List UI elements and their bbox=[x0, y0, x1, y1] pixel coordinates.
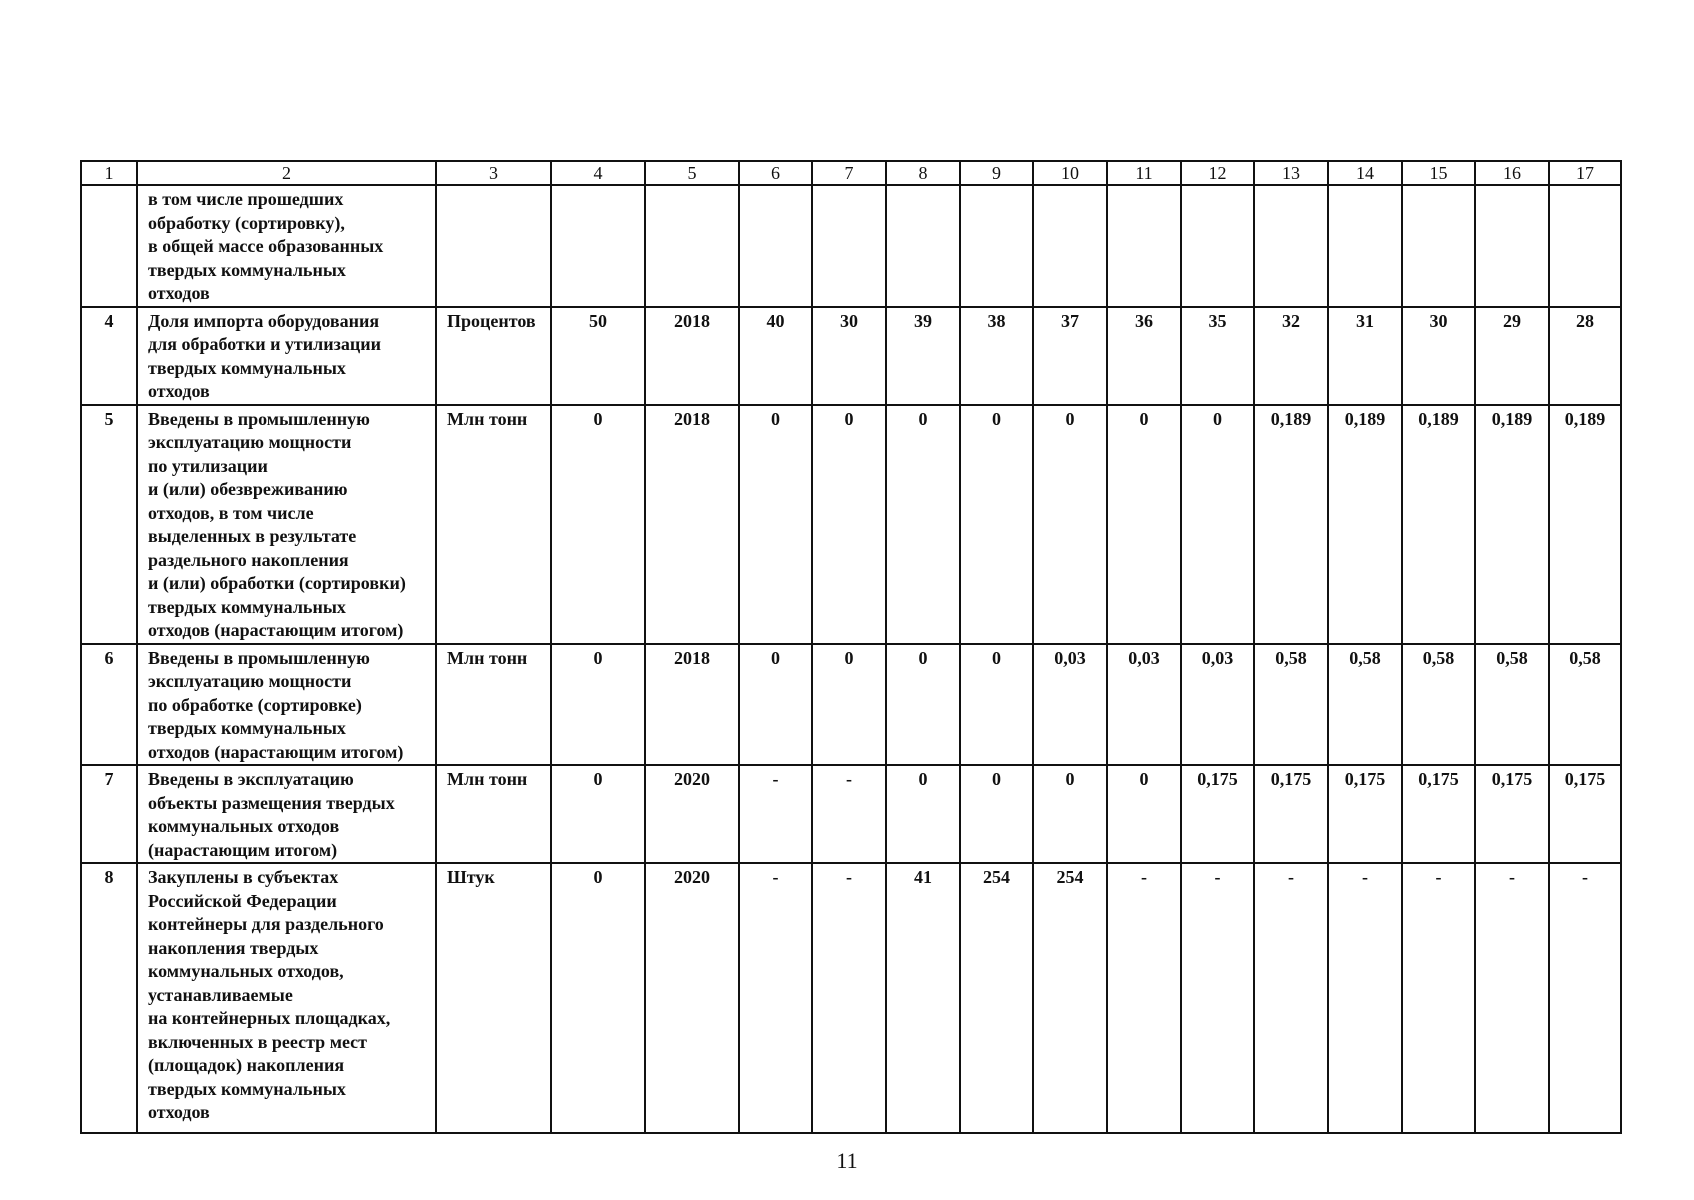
indicator-name-line: Введены в эксплуатацию bbox=[148, 769, 354, 789]
unit-cell: Млн тонн bbox=[436, 765, 551, 863]
table-row bbox=[81, 765, 1621, 863]
year-value-cell: 0,03 bbox=[1107, 644, 1181, 766]
year-value-cell: 0,175 bbox=[1181, 765, 1254, 863]
indicator-name-line: (нарастающим итогом) bbox=[148, 839, 338, 860]
indicator-name-line: раздельного накопления bbox=[148, 549, 349, 570]
indicator-name-line: отходов, в том числе bbox=[148, 502, 314, 523]
year-value-cell: 30 bbox=[812, 307, 886, 405]
year-value-cell: 0 bbox=[960, 405, 1033, 644]
base-value-cell: 0 bbox=[551, 644, 645, 766]
indicator-name-line: Закуплены в субъектах bbox=[148, 867, 339, 887]
unit-cell: Штук bbox=[436, 863, 551, 1133]
indicator-name-line: отходов bbox=[148, 283, 210, 303]
indicator-name-line: отходов bbox=[148, 1102, 210, 1122]
year-value-cell: 0,175 bbox=[1402, 765, 1475, 863]
indicator-name bbox=[137, 644, 436, 766]
year-value-cell: 38 bbox=[960, 307, 1033, 405]
year-value-cell: 0 bbox=[1107, 765, 1181, 863]
table-row bbox=[81, 185, 1621, 307]
year-value-cell: 37 bbox=[1033, 307, 1107, 405]
page-number: 11 bbox=[836, 1148, 858, 1173]
year-value-cell: - bbox=[812, 765, 886, 863]
indicator-name-line: твердых коммунальных bbox=[148, 718, 346, 738]
indicator-name-line: контейнеры для раздельного bbox=[148, 914, 384, 934]
column-number-header: 6 bbox=[739, 161, 812, 185]
year-value-cell: - bbox=[1107, 863, 1181, 1133]
column-number-header: 7 bbox=[812, 161, 886, 185]
indicator-name-line: отходов (нарастающим итогом) bbox=[148, 741, 404, 762]
indicator-name-line: коммунальных отходов bbox=[148, 816, 340, 836]
year-value-cell: 0 bbox=[812, 405, 886, 644]
year-value-cell bbox=[739, 185, 812, 307]
year-value-cell: 0 bbox=[1107, 405, 1181, 644]
column-number-header-row bbox=[81, 161, 1621, 185]
year-value-cell: 36 bbox=[1107, 307, 1181, 405]
year-value-cell: 0 bbox=[812, 644, 886, 766]
year-value-cell: 0,58 bbox=[1402, 644, 1475, 766]
year-value-cell bbox=[1181, 185, 1254, 307]
year-value-cell: 40 bbox=[739, 307, 812, 405]
year-value-cell bbox=[1549, 185, 1621, 307]
base-year-cell: 2018 bbox=[645, 644, 739, 766]
year-value-cell: 0 bbox=[1181, 405, 1254, 644]
base-year-cell: 2018 bbox=[645, 405, 739, 644]
indicator-name-line: объекты размещения твердых bbox=[148, 792, 395, 813]
row-number bbox=[81, 185, 137, 307]
indicator-name bbox=[137, 307, 436, 405]
year-value-cell: 0,189 bbox=[1475, 405, 1549, 644]
year-value-cell: 0,175 bbox=[1549, 765, 1621, 863]
year-value-cell: 0,189 bbox=[1549, 405, 1621, 644]
year-value-cell bbox=[1328, 185, 1402, 307]
column-number-header: 4 bbox=[551, 161, 645, 185]
year-value-cell: 35 bbox=[1181, 307, 1254, 405]
unit-cell bbox=[436, 185, 551, 307]
column-number-header: 14 bbox=[1328, 161, 1402, 185]
unit-cell: Млн тонн bbox=[436, 644, 551, 766]
indicator-name bbox=[137, 405, 436, 644]
base-year-cell: 2020 bbox=[645, 765, 739, 863]
indicator-name-line: для обработки и утилизации bbox=[148, 334, 381, 354]
year-value-cell bbox=[886, 185, 960, 307]
year-value-cell: 0,58 bbox=[1328, 644, 1402, 766]
indicator-name-line: Введены в промышленную bbox=[148, 408, 370, 429]
column-number-header: 8 bbox=[886, 161, 960, 185]
column-number-header: 3 bbox=[436, 161, 551, 185]
table-row bbox=[81, 307, 1621, 405]
indicator-name-line: твердых коммунальных bbox=[148, 596, 346, 617]
year-value-cell: 32 bbox=[1254, 307, 1328, 405]
column-number-header: 5 bbox=[645, 161, 739, 185]
table-row bbox=[81, 405, 1621, 644]
indicator-name-line: Российской Федерации bbox=[148, 890, 337, 911]
year-value-cell bbox=[1033, 185, 1107, 307]
row-number: 8 bbox=[81, 863, 137, 1133]
indicator-name bbox=[137, 765, 436, 863]
indicator-name-line: и (или) обезвреживанию bbox=[148, 479, 348, 499]
column-number-header: 11 bbox=[1107, 161, 1181, 185]
year-value-cell: 0,175 bbox=[1328, 765, 1402, 863]
indicator-name-line: Введены в промышленную bbox=[148, 647, 370, 668]
year-value-cell: 0 bbox=[960, 644, 1033, 766]
column-number-header: 16 bbox=[1475, 161, 1549, 185]
indicator-name-line: в том числе прошедших bbox=[148, 189, 344, 209]
indicator-name-line: коммунальных отходов, bbox=[148, 961, 344, 981]
year-value-cell: 0 bbox=[1033, 405, 1107, 644]
year-value-cell: 0,189 bbox=[1402, 405, 1475, 644]
indicator-name bbox=[137, 863, 436, 1133]
year-value-cell: 0 bbox=[886, 644, 960, 766]
column-number-header: 9 bbox=[960, 161, 1033, 185]
indicator-name-line: эксплуатацию мощности bbox=[148, 671, 352, 691]
column-number-header: 10 bbox=[1033, 161, 1107, 185]
indicator-name-line: устанавливаемые bbox=[148, 984, 293, 1005]
year-value-cell: 0,175 bbox=[1254, 765, 1328, 863]
base-value-cell: 50 bbox=[551, 307, 645, 405]
indicator-name bbox=[137, 185, 436, 307]
row-number: 6 bbox=[81, 644, 137, 766]
indicator-name-line: по утилизации bbox=[148, 455, 268, 476]
year-value-cell: - bbox=[1549, 863, 1621, 1133]
year-value-cell: - bbox=[1328, 863, 1402, 1133]
base-year-cell bbox=[645, 185, 739, 307]
year-value-cell: - bbox=[1475, 863, 1549, 1133]
indicator-name-line: твердых коммунальных bbox=[148, 259, 346, 280]
indicator-name-line: на контейнерных площадках, bbox=[148, 1008, 391, 1028]
year-value-cell bbox=[960, 185, 1033, 307]
column-number-header: 15 bbox=[1402, 161, 1475, 185]
year-value-cell bbox=[1402, 185, 1475, 307]
indicator-name-line: отходов (нарастающим итогом) bbox=[148, 620, 404, 640]
year-value-cell: 31 bbox=[1328, 307, 1402, 405]
year-value-cell bbox=[1254, 185, 1328, 307]
year-value-cell: 29 bbox=[1475, 307, 1549, 405]
indicator-name-line: твердых коммунальных bbox=[148, 1078, 346, 1099]
year-value-cell: 28 bbox=[1549, 307, 1621, 405]
year-value-cell: - bbox=[1254, 863, 1328, 1133]
indicator-name-line: включенных в реестр мест bbox=[148, 1031, 367, 1052]
row-number: 5 bbox=[81, 405, 137, 644]
year-value-cell: 0 bbox=[886, 405, 960, 644]
column-number-header: 1 bbox=[81, 161, 137, 185]
year-value-cell: 0,58 bbox=[1254, 644, 1328, 766]
indicator-name-line: и (или) обработки (сортировки) bbox=[148, 573, 406, 593]
year-value-cell: 41 bbox=[886, 863, 960, 1133]
year-value-cell: 30 bbox=[1402, 307, 1475, 405]
year-value-cell: 254 bbox=[1033, 863, 1107, 1133]
indicator-name-line: в общей массе образованных bbox=[148, 236, 384, 256]
year-value-cell: 0 bbox=[886, 765, 960, 863]
year-value-cell: - bbox=[812, 863, 886, 1133]
year-value-cell: 0 bbox=[739, 644, 812, 766]
year-value-cell: - bbox=[1402, 863, 1475, 1133]
base-value-cell: 0 bbox=[551, 863, 645, 1133]
year-value-cell: - bbox=[739, 765, 812, 863]
year-value-cell: - bbox=[1181, 863, 1254, 1133]
year-value-cell: 0,175 bbox=[1475, 765, 1549, 863]
indicator-name-line: по обработке (сортировке) bbox=[148, 694, 362, 715]
year-value-cell: 0 bbox=[739, 405, 812, 644]
indicator-name-line: обработку (сортировку), bbox=[148, 212, 345, 233]
indicator-name-line: эксплуатацию мощности bbox=[148, 432, 352, 452]
year-value-cell: 39 bbox=[886, 307, 960, 405]
base-value-cell: 0 bbox=[551, 405, 645, 644]
indicator-name-line: накопления твердых bbox=[148, 937, 319, 958]
unit-cell: Млн тонн bbox=[436, 405, 551, 644]
year-value-cell bbox=[812, 185, 886, 307]
indicator-name-line: (площадок) накопления bbox=[148, 1055, 345, 1075]
year-value-cell: 0,03 bbox=[1033, 644, 1107, 766]
indicator-name-line: Доля импорта оборудования bbox=[148, 310, 380, 331]
row-number: 7 bbox=[81, 765, 137, 863]
year-value-cell: 0,58 bbox=[1475, 644, 1549, 766]
base-year-cell: 2020 bbox=[645, 863, 739, 1133]
indicator-name-line: отходов bbox=[148, 381, 210, 401]
indicator-name-line: твердых коммунальных bbox=[148, 357, 346, 378]
indicators-table bbox=[80, 160, 1622, 1134]
table-row bbox=[81, 644, 1621, 766]
column-number-header: 13 bbox=[1254, 161, 1328, 185]
column-number-header: 2 bbox=[137, 161, 436, 185]
year-value-cell: 0,189 bbox=[1254, 405, 1328, 644]
year-value-cell: 254 bbox=[960, 863, 1033, 1133]
column-number-header: 12 bbox=[1181, 161, 1254, 185]
year-value-cell: 0,58 bbox=[1549, 644, 1621, 766]
year-value-cell bbox=[1475, 185, 1549, 307]
year-value-cell: 0 bbox=[960, 765, 1033, 863]
year-value-cell: 0,189 bbox=[1328, 405, 1402, 644]
year-value-cell: - bbox=[739, 863, 812, 1133]
base-value-cell: 0 bbox=[551, 765, 645, 863]
indicator-name-line: выделенных в результате bbox=[148, 526, 357, 546]
unit-cell: Процентов bbox=[436, 307, 551, 405]
base-value-cell bbox=[551, 185, 645, 307]
column-number-header: 17 bbox=[1549, 161, 1621, 185]
table-row bbox=[81, 863, 1621, 1133]
year-value-cell: 0,03 bbox=[1181, 644, 1254, 766]
row-number: 4 bbox=[81, 307, 137, 405]
base-year-cell: 2018 bbox=[645, 307, 739, 405]
table-body bbox=[81, 185, 1621, 1133]
year-value-cell bbox=[1107, 185, 1181, 307]
year-value-cell: 0 bbox=[1033, 765, 1107, 863]
